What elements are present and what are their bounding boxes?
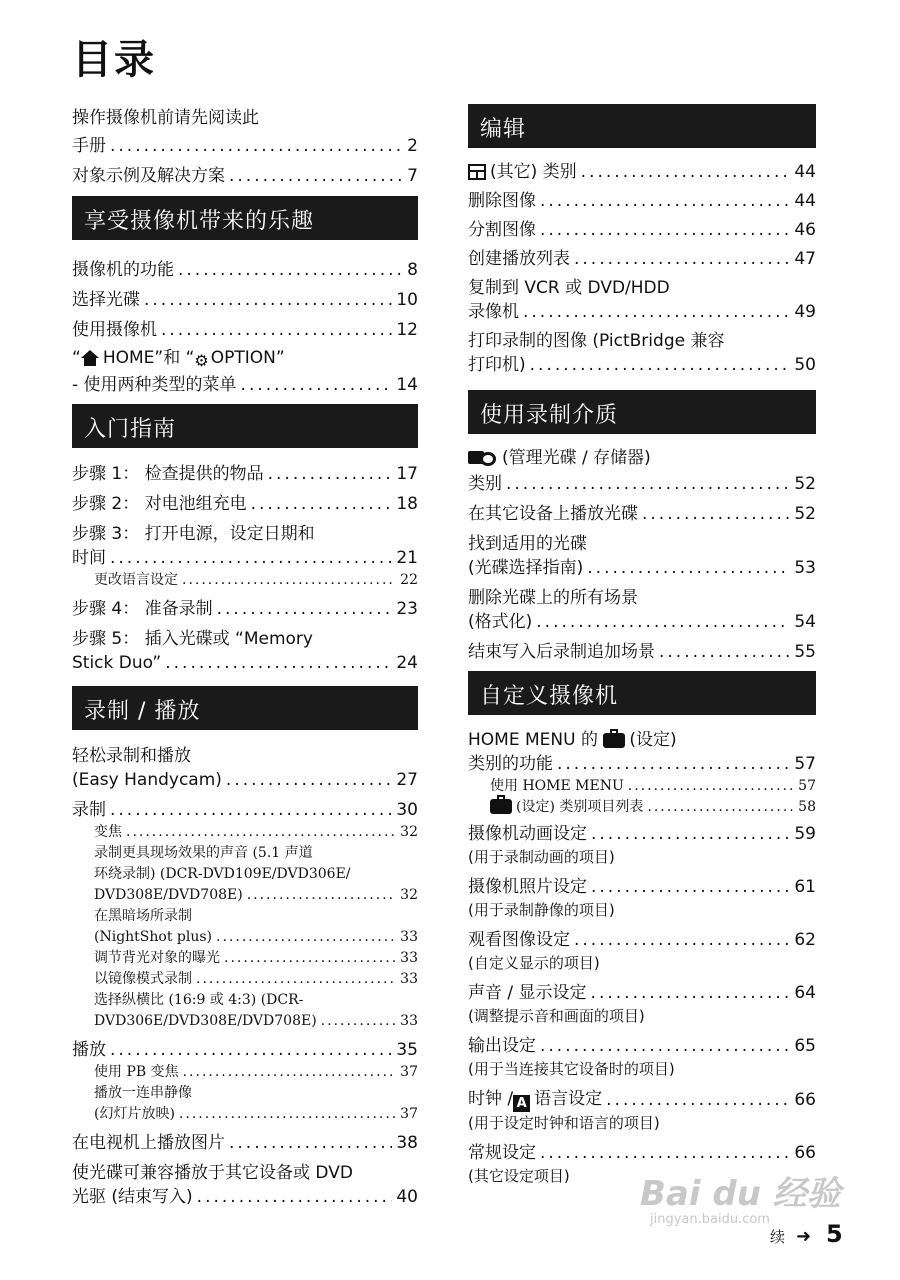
toc-entry-text: 步骤 2： 对电池组充电 [72,494,247,514]
toc-entry[interactable] [72,651,418,675]
leader-dots [229,1131,392,1155]
toc-entry-text: 摄像机的功能 [72,260,174,280]
toc-entry-text: (光碟选择指南) [468,558,584,578]
toc-entry[interactable] [72,134,418,158]
toc-entry-text: 以镜像模式录制 [94,971,192,987]
page-number: 50 [794,355,816,375]
page-number: 66 [794,1090,816,1110]
toc-entry-line: (管理光碟 / 存储器) [468,446,816,470]
toc-entry[interactable] [468,556,816,580]
toc-entry-text: 观看图像设定 [468,930,570,950]
toc-entry-line: 在黑暗场所录制 [94,908,192,924]
toc-entry-text: 声音 / 显示设定 [468,983,587,1003]
toc-subentries [72,1062,418,1125]
toc-entry[interactable] [72,768,418,792]
toc-subentry[interactable] [94,927,418,948]
home-icon [81,350,99,366]
leader-dots [506,472,790,496]
leader-dots [110,134,403,158]
toc-entry-line: 使光碟可兼容播放于其它设备或 DVD [72,1163,353,1183]
toc-entry[interactable] [468,981,816,1005]
page-number: 64 [794,983,816,1003]
page-number: 2 [407,136,418,156]
page-number: 22 [400,572,418,588]
page-number: 24 [396,653,418,673]
page-number: 47 [794,249,816,269]
toc-entry-text: 分割图像 [468,220,536,240]
toc-subentry[interactable] [490,797,816,818]
section-edit [468,160,816,377]
page-number: 37 [400,1106,418,1122]
toc-entry[interactable] [468,1087,816,1112]
toc-subentry[interactable] [94,1011,418,1032]
toc-entry[interactable] [468,752,816,776]
toc-entry-note: (自定义显示的项目) [468,954,600,972]
leader-dots [557,752,790,776]
leader-dots [241,373,393,397]
toc-entry-text: 使用 PB 变焦 [94,1064,179,1080]
section-header-record-play: 录制 / 播放 [72,686,418,730]
toc-entry[interactable] [72,462,418,486]
section-fun [72,258,418,397]
disc-manage-icon [468,450,498,466]
toc-entry[interactable] [468,610,816,634]
toc-entry-text: (幻灯片放映) [94,1106,175,1122]
toc-entry-text: 使用摄像机 [72,320,157,340]
page-number: 54 [794,612,816,632]
leader-dots [523,300,790,324]
page-title: 目录 [72,37,156,83]
leader-dots [591,875,790,899]
page-number: 8 [407,260,418,280]
toc-entry[interactable] [468,875,816,899]
toc-subentry[interactable] [94,570,418,591]
toc-entry[interactable] [468,502,816,526]
option-label: OPTION” [210,348,285,368]
toc-entry[interactable] [72,492,418,516]
section-record-play [72,744,418,1209]
section-header-fun: 享受摄像机带来的乐趣 [72,196,418,240]
toc-entry-text: 在其它设备上播放光碟 [468,504,638,524]
page-number: 12 [396,320,418,340]
page-number: 32 [400,887,418,903]
section-getting-started [72,462,418,675]
page-number: 49 [794,302,816,322]
toc-entry-note: (其它设定项目) [468,1167,570,1185]
leader-dots [628,776,794,797]
section-header-getting-started: 入门指南 [72,404,418,448]
toc-subentry[interactable] [94,969,418,990]
intro-group [72,106,418,188]
page-number: 53 [794,558,816,578]
page-number: 61 [794,877,816,897]
section-customize [468,728,816,1187]
leader-dots [178,258,403,282]
page-number: 7 [407,166,418,186]
toc-entry[interactable] [72,546,418,570]
toc-entry-line: 打印录制的图像 (PictBridge 兼容 [468,331,725,351]
leader-dots [540,1034,790,1058]
leader-dots [183,1062,397,1083]
leader-dots [179,1104,396,1125]
toc-entry-text: (其它) 类别 [468,160,577,184]
toc-entry-note: (用于设定时钟和语言的项目) [468,1114,660,1132]
continue-arrow-icon: ➜ [796,1226,812,1247]
leader-dots [216,927,396,948]
continued-label: 续 [770,1228,786,1246]
page-number: 27 [396,770,418,790]
toc-entry[interactable] [468,1034,816,1058]
page-number: 10 [396,290,418,310]
toc-entry[interactable] [468,928,816,952]
toc-entry[interactable] [72,597,418,621]
toc-subentry[interactable] [490,776,816,797]
page-number: 58 [798,799,816,815]
page-number: 44 [794,191,816,211]
leader-dots [224,948,396,969]
toc-entry[interactable] [468,822,816,846]
leader-dots [536,610,790,634]
toc-entry-text: DVD308E/DVD708E) [94,887,243,903]
toc-entry-text: (Easy Handycam) [72,770,222,790]
toc-subentry[interactable] [94,885,418,906]
toc-entry-text: 步骤 1： 检查提供的物品 [72,464,264,484]
toc-entry[interactable] [72,1131,418,1155]
toc-entry[interactable] [72,288,418,312]
leader-dots [574,247,790,271]
toc-entry-note: (用于录制动画的项目) [468,848,615,866]
leader-dots [587,556,790,580]
toc-entry-line: 轻松录制和播放 [72,746,191,766]
toc-entry-text: 录制 [72,800,106,820]
watermark-url: jingyan.baidu.com [650,1212,770,1227]
toc-entry[interactable] [468,160,816,184]
toc-entry-text: - 使用两种类型的菜单 [72,375,237,395]
page-number: 65 [794,1036,816,1056]
leader-dots [217,597,393,621]
quote-open: “ [72,348,81,368]
leader-dots [144,288,392,312]
toc-entry-line: 复制到 VCR 或 DVD/HDD [468,278,670,298]
toc-entry-text: 更改语言设定 [94,572,178,588]
leader-dots [197,1185,393,1209]
toc-entry-note: (用于当连接其它设备时的项目) [468,1060,675,1078]
toc-entry-text: 对象示例及解决方案 [72,166,225,186]
leader-dots [530,353,791,377]
leader-dots [229,164,403,188]
toc-subentry[interactable] [94,1062,418,1083]
page-number: 33 [400,971,418,987]
toc-entry-text: 摄像机照片设定 [468,877,587,897]
page-number: 23 [396,599,418,619]
toc-entry-line: HOME MENU 的 (设定) [468,730,677,750]
toc-entry-text: 调节背光对象的曝光 [94,950,220,966]
toc-entry-text: Stick Duo” [72,653,162,673]
page-number: 44 [794,162,816,182]
leader-dots [591,981,791,1005]
toc-entry-text: 选择光碟 [72,290,140,310]
toc-entry[interactable] [72,1185,418,1209]
toc-entry-text: 步骤 4： 准备录制 [72,599,213,619]
toc-entry[interactable] [72,164,418,188]
page-number: 33 [400,1013,418,1029]
toc-entry-text: 类别的功能 [468,754,553,774]
toc-entry-line: 找到适用的光碟 [468,534,587,554]
leader-dots [606,1088,790,1112]
toc-entry[interactable] [72,318,418,342]
toc-entry-line: 环绕录制) (DCR-DVD109E/DVD306E/ [94,866,351,882]
toc-entry[interactable] [468,218,816,242]
toc-entry-text: 创建播放列表 [468,249,570,269]
page-number: 33 [400,950,418,966]
toc-entry[interactable] [468,640,816,664]
page-number: 33 [400,929,418,945]
page-number: 52 [794,474,816,494]
toc-subentries [72,822,418,1032]
section-header-customize: 自定义摄像机 [468,671,816,715]
toc-entry-line: 选择纵横比 (16:9 或 4:3) (DCR- [94,992,304,1008]
page-number: 18 [396,494,418,514]
page-number: 14 [396,375,418,395]
toc-entry-text: 手册 [72,136,106,156]
toc-entry-note: (调整提示音和画面的项目) [468,1007,645,1025]
toc-entry-note: (用于录制静像的项目) [468,901,615,919]
option-icon: ⚙ [194,351,209,370]
page-number: 30 [396,800,418,820]
toc-entry-text: 常规设定 [468,1143,536,1163]
leader-dots [110,798,392,822]
leader-dots [540,218,790,242]
toc-subentry[interactable] [94,948,418,969]
leader-dots [659,640,790,664]
other-category-icon [468,164,486,180]
toc-entry-line: 步骤 3： 打开电源，设定日期和 [72,524,315,544]
toc-entry[interactable] [468,1141,816,1165]
toc-entry-text: (设定) 类别项目列表 [490,797,643,818]
page-number: 38 [396,1133,418,1153]
leader-dots [165,651,392,675]
toc-entry[interactable] [468,300,816,324]
baidu-watermark: Bai du 经验 [640,1174,841,1214]
page-number: 52 [794,504,816,524]
toc-entry-text: 变焦 [94,824,122,840]
page-number: 57 [798,778,816,794]
toc-entry[interactable] [72,1038,418,1062]
toc-entry-text: (格式化) [468,612,533,632]
toc-entry-line: 播放一连串静像 [94,1085,192,1101]
toc-entry[interactable] [468,247,816,271]
page-number: 35 [396,1040,418,1060]
settings-toolbox-icon [490,799,512,814]
page-number: 17 [396,464,418,484]
toc-entry-text: 录像机 [468,302,519,322]
page-number: 62 [794,930,816,950]
leader-dots [540,1141,790,1165]
toc-entry[interactable] [468,472,816,496]
toc-entry-line: 步骤 5： 插入光碟或 “Memory [72,629,313,649]
home-label: HOME”和 “ [102,348,195,368]
toc-subentry[interactable] [94,1104,418,1125]
leader-dots [642,502,790,526]
leader-dots [647,797,794,818]
leader-dots [161,318,392,342]
leader-dots [182,570,396,591]
language-a-icon: A [513,1095,530,1112]
toc-entry[interactable] [468,189,816,213]
section-header-edit: 编辑 [468,104,816,148]
leader-dots [251,492,393,516]
toc-entry[interactable] [72,798,418,822]
toc-entry[interactable] [468,353,816,377]
leader-dots [226,768,392,792]
toc-entry-text: 打印机) [468,355,526,375]
section-media [468,446,816,664]
toc-entry-text: 时间 [72,548,106,568]
leader-dots [196,969,396,990]
toc-entry-line [72,346,418,373]
page-number: 59 [794,824,816,844]
leader-dots [110,546,392,570]
toc-entry-line: 删除光碟上的所有场景 [468,588,638,608]
page-number: 32 [400,824,418,840]
leader-dots [110,1038,392,1062]
leader-dots [247,885,396,906]
toc-entry-text: 结束写入后录制追加场景 [468,642,655,662]
toc-entry-text: (NightShot plus) [94,929,213,945]
page-number: 40 [396,1187,418,1207]
toc-subentry[interactable] [94,822,418,843]
settings-toolbox-icon [603,733,625,748]
toc-entry-text: 类别 [468,474,502,494]
toc-entry-line: 录制更具现场效果的声音 (5.1 声道 [94,845,313,861]
leader-dots [574,928,790,952]
toc-entry-text: 输出设定 [468,1036,536,1056]
page-number: 55 [794,642,816,662]
leader-dots [321,1011,397,1032]
toc-entry[interactable] [72,258,418,282]
page-number: 37 [400,1064,418,1080]
toc-entry-text: 时钟 / A 语言设定 [468,1089,603,1111]
toc-entry-text: DVD306E/DVD308E/DVD708E) [94,1013,317,1029]
toc-entry-text: 摄像机动画设定 [468,824,587,844]
page-number-footer: 5 [826,1220,843,1248]
toc-entry-text: 播放 [72,1040,106,1060]
toc-subentries [72,570,418,591]
section-header-media: 使用录制介质 [468,390,816,434]
toc-subentries [468,776,816,818]
toc-entry-text: 删除图像 [468,191,536,211]
leader-dots [540,189,790,213]
page-number: 46 [794,220,816,240]
toc-entry[interactable] [72,373,418,397]
toc-entry-line: 操作摄像机前请先阅读此 [72,108,259,128]
leader-dots [268,462,393,486]
leader-dots [126,822,396,843]
leader-dots [591,822,790,846]
toc-entry-text: 光驱 (结束写入) [72,1187,193,1207]
toc-entry-text: 在电视机上播放图片 [72,1133,225,1153]
toc-entry-text: 使用 HOME MENU [490,778,624,794]
leader-dots [581,160,791,184]
page-number: 57 [794,754,816,774]
page-number: 66 [794,1143,816,1163]
page-number: 21 [396,548,418,568]
